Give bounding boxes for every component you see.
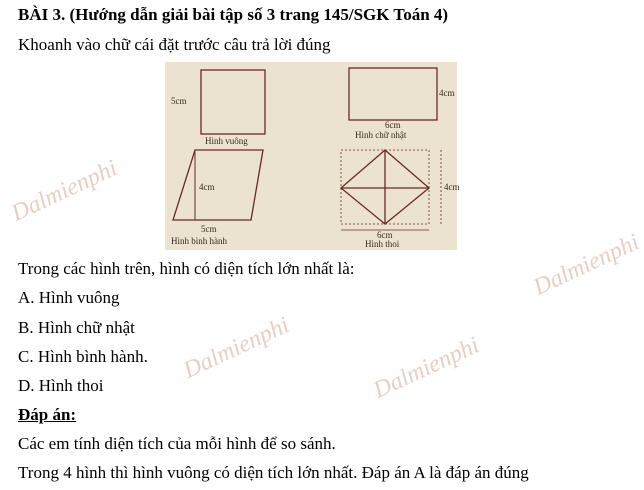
option-d: D. Hình thoi <box>18 376 104 395</box>
rhombus-name: Hình thoi <box>365 239 400 249</box>
geometry-figure <box>165 62 460 250</box>
answer-line-1: Các em tính diện tích của mỗi hình để so sánh. <box>18 434 336 453</box>
option-c: C. Hình bình hành. <box>18 347 148 366</box>
rhombus-width-label: 6cm <box>377 230 393 240</box>
rectangle-name: Hình chữ nhật <box>355 130 407 140</box>
figure-svg <box>165 62 460 250</box>
parallelogram-height-label: 4cm <box>199 182 215 192</box>
instruction-text: Khoanh vào chữ cái đặt trước câu trả lời đúng <box>18 35 331 54</box>
answer-line-2: Trong 4 hình thì hình vuông có diện tích lớn nhất. Đáp án A là đáp án đúng <box>18 463 529 482</box>
question-text: Trong các hình trên, hình có diện tích lớn nhất là: <box>18 259 355 278</box>
answer-heading: Đáp án: <box>18 405 77 424</box>
rectangle-width-label: 6cm <box>385 120 401 130</box>
rectangle-height-label: 4cm <box>439 88 455 98</box>
parallelogram-base-label: 5cm <box>201 224 217 234</box>
square-shape <box>201 70 265 134</box>
rectangle-shape <box>349 68 437 120</box>
square-name: Hình vuông <box>205 136 248 146</box>
watermark-logo: Dalmienphi <box>7 155 122 227</box>
option-a: A. Hình vuông <box>18 288 120 307</box>
exercise-title: BÀI 3. (Hướng dẫn giải bài tập số 3 trang 145/SGK Toán 4) <box>18 5 449 24</box>
watermark-logo: Dalmienphi <box>179 312 294 384</box>
watermark-logo: Dalmienphi <box>369 332 484 404</box>
rhombus-height-label: 4cm <box>444 182 460 192</box>
parallelogram-shape <box>173 150 263 220</box>
parallelogram-name: Hình bình hành <box>171 236 227 246</box>
square-side-label: 5cm <box>171 96 187 106</box>
option-b: B. Hình chữ nhật <box>18 318 135 337</box>
watermark-logo: Dalmienphi <box>529 229 644 301</box>
